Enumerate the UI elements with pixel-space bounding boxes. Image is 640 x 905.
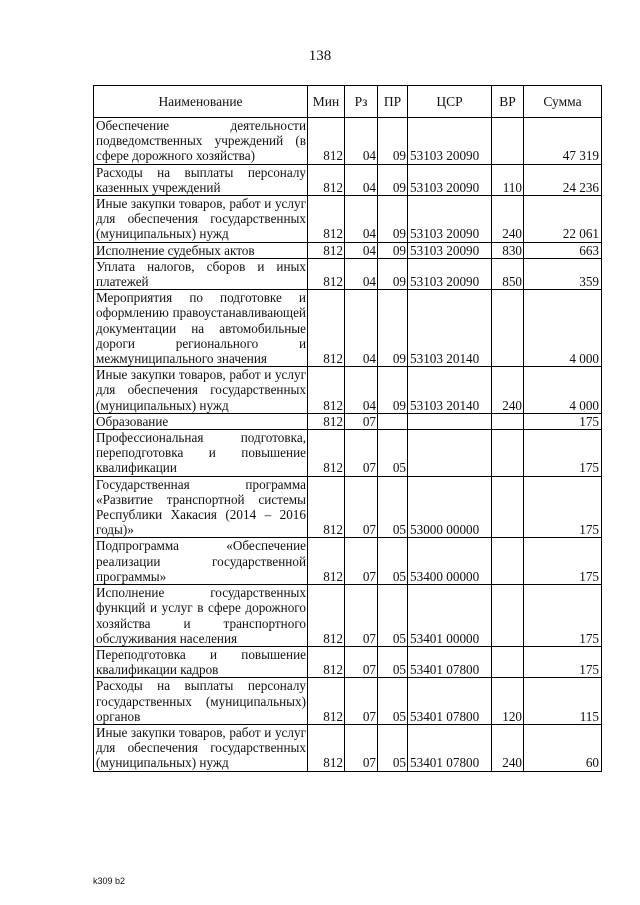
cell-rz: 07 (345, 646, 378, 677)
cell-min: 812 (308, 242, 345, 258)
table-row (94, 367, 602, 414)
budget-table (93, 85, 602, 772)
table-row (94, 290, 602, 367)
cell-pr: 09 (378, 118, 408, 165)
cell-rz: 07 (345, 585, 378, 647)
cell-pr: 05 (378, 646, 408, 677)
cell-name: Образование (94, 413, 308, 429)
cell-min: 812 (308, 585, 345, 647)
cell-csr: 53401 07800 (408, 724, 492, 771)
cell-rz: 04 (345, 196, 378, 243)
cell-vr (492, 413, 524, 429)
cell-sum: 175 (524, 476, 602, 538)
cell-pr (378, 413, 408, 429)
cell-sum: 175 (524, 646, 602, 677)
cell-pr: 05 (378, 476, 408, 538)
cell-csr: 53103 20090 (408, 164, 492, 195)
cell-pr: 09 (378, 196, 408, 243)
footer-code: k309 b2 (93, 876, 126, 886)
cell-name: Расходы на выплаты персоналу государственных (муниципальных) органов (94, 678, 308, 725)
cell-min: 812 (308, 538, 345, 585)
cell-vr (492, 118, 524, 165)
cell-csr (408, 430, 492, 477)
cell-pr: 05 (378, 585, 408, 647)
table-row (94, 258, 602, 289)
cell-rz: 04 (345, 367, 378, 414)
cell-rz: 07 (345, 430, 378, 477)
cell-name: Профессиональная подготовка, переподготовка и повышение квалификации (94, 430, 308, 477)
table-row (94, 164, 602, 195)
cell-name: Государственная программа «Развитие транспортной системы Республики Хакасия (2014 – 2016 годы)» (94, 476, 308, 538)
table-row (94, 242, 602, 258)
cell-vr (492, 585, 524, 647)
cell-rz: 04 (345, 242, 378, 258)
cell-vr: 850 (492, 258, 524, 289)
table-row (94, 118, 602, 165)
table-row (94, 476, 602, 538)
cell-name: Иные закупки товаров, работ и услуг для обеспечения государственных (муниципальных) нужд (94, 724, 308, 771)
header-pr: ПР (378, 86, 408, 118)
cell-rz: 07 (345, 678, 378, 725)
cell-csr: 53103 20140 (408, 290, 492, 367)
table-row (94, 538, 602, 585)
cell-min: 812 (308, 430, 345, 477)
cell-vr (492, 430, 524, 477)
cell-min: 812 (308, 646, 345, 677)
cell-vr: 110 (492, 164, 524, 195)
header-csr: ЦСР (408, 86, 492, 118)
header-name: Наименование (94, 86, 308, 118)
cell-name: Исполнение государственных функций и услуг в сфере дорожного хозяйства и транспортного обслуживания населения (94, 585, 308, 647)
cell-rz: 04 (345, 164, 378, 195)
cell-min: 812 (308, 290, 345, 367)
cell-csr: 53401 07800 (408, 646, 492, 677)
cell-min: 812 (308, 367, 345, 414)
cell-sum: 115 (524, 678, 602, 725)
cell-sum: 60 (524, 724, 602, 771)
cell-vr: 830 (492, 242, 524, 258)
header-sum: Сумма (524, 86, 602, 118)
cell-rz: 04 (345, 258, 378, 289)
table-header-row (94, 86, 602, 118)
cell-min: 812 (308, 476, 345, 538)
cell-min: 812 (308, 413, 345, 429)
cell-vr: 240 (492, 367, 524, 414)
cell-min: 812 (308, 724, 345, 771)
cell-pr: 09 (378, 242, 408, 258)
cell-csr: 53400 00000 (408, 538, 492, 585)
header-rz: Рз (345, 86, 378, 118)
cell-rz: 07 (345, 538, 378, 585)
cell-min: 812 (308, 678, 345, 725)
cell-sum: 22 061 (524, 196, 602, 243)
cell-pr: 09 (378, 258, 408, 289)
cell-pr: 09 (378, 290, 408, 367)
cell-pr: 05 (378, 430, 408, 477)
cell-name: Переподготовка и повышение квалификации кадров (94, 646, 308, 677)
table-row (94, 678, 602, 725)
header-vr: ВР (492, 86, 524, 118)
cell-rz: 04 (345, 290, 378, 367)
cell-sum: 47 319 (524, 118, 602, 165)
cell-vr: 120 (492, 678, 524, 725)
cell-name: Расходы на выплаты персоналу казенных учреждений (94, 164, 308, 195)
cell-rz: 07 (345, 476, 378, 538)
cell-csr: 53103 20140 (408, 367, 492, 414)
cell-vr: 240 (492, 724, 524, 771)
cell-vr: 240 (492, 196, 524, 243)
cell-csr (408, 413, 492, 429)
cell-name: Подпрограмма «Обеспечение реализации государственной программы» (94, 538, 308, 585)
cell-csr: 53000 00000 (408, 476, 492, 538)
cell-pr: 09 (378, 367, 408, 414)
cell-vr (492, 538, 524, 585)
cell-sum: 175 (524, 413, 602, 429)
cell-name: Иные закупки товаров, работ и услуг для обеспечения государственных (муниципальных) нужд (94, 367, 308, 414)
cell-vr (492, 476, 524, 538)
cell-name: Мероприятия по подготовке и оформлению правоустанавливающей документации на автомобильные дороги регионального и межмуниципального значения (94, 290, 308, 367)
cell-sum: 359 (524, 258, 602, 289)
cell-rz: 07 (345, 413, 378, 429)
cell-min: 812 (308, 118, 345, 165)
cell-min: 812 (308, 258, 345, 289)
cell-sum: 4 000 (524, 290, 602, 367)
cell-pr: 05 (378, 724, 408, 771)
table-row (94, 646, 602, 677)
cell-sum: 175 (524, 430, 602, 477)
table-row (94, 724, 602, 771)
cell-vr (492, 646, 524, 677)
cell-csr: 53103 20090 (408, 118, 492, 165)
cell-min: 812 (308, 196, 345, 243)
cell-min: 812 (308, 164, 345, 195)
page-number: 138 (308, 48, 332, 64)
cell-name: Иные закупки товаров, работ и услуг для обеспечения государственных (муниципальных) нужд (94, 196, 308, 243)
cell-sum: 4 000 (524, 367, 602, 414)
cell-name: Обеспечение деятельности подведомственных учреждений (в сфере дорожного хозяйства) (94, 118, 308, 165)
cell-csr: 53103 20090 (408, 196, 492, 243)
cell-pr: 05 (378, 538, 408, 585)
cell-sum: 175 (524, 585, 602, 647)
table-row (94, 413, 602, 429)
table-row (94, 585, 602, 647)
cell-name: Исполнение судебных актов (94, 242, 308, 258)
table-row (94, 430, 602, 477)
cell-rz: 07 (345, 724, 378, 771)
cell-csr: 53401 00000 (408, 585, 492, 647)
cell-sum: 24 236 (524, 164, 602, 195)
table-row (94, 196, 602, 243)
cell-pr: 09 (378, 164, 408, 195)
cell-vr (492, 290, 524, 367)
header-min: Мин (308, 86, 345, 118)
cell-pr: 05 (378, 678, 408, 725)
cell-sum: 663 (524, 242, 602, 258)
cell-csr: 53103 20090 (408, 258, 492, 289)
cell-csr: 53103 20090 (408, 242, 492, 258)
cell-csr: 53401 07800 (408, 678, 492, 725)
cell-rz: 04 (345, 118, 378, 165)
cell-name: Уплата налогов, сборов и иных платежей (94, 258, 308, 289)
cell-sum: 175 (524, 538, 602, 585)
